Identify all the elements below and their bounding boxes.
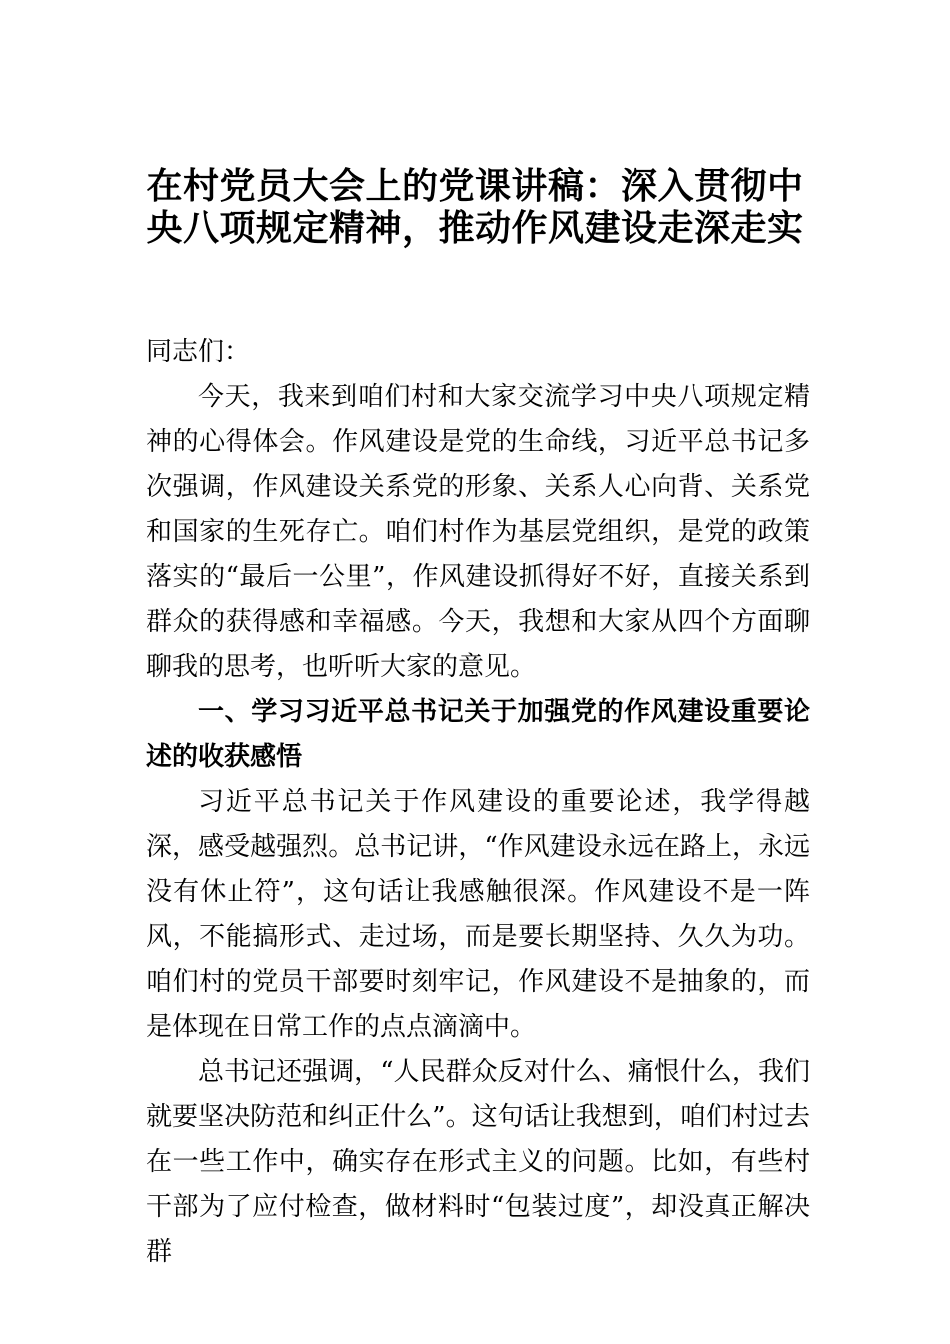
greeting: 同志们： (146, 337, 251, 367)
document-body (146, 330, 810, 1275)
section-heading-1: 一、学习习近平总书记关于加强党的作风建设重要论述的收获感悟 (146, 697, 810, 772)
paragraph-intro: 今天，我来到咱们村和大家交流学习中央八项规定精神的心得体会。作风建设是党的生命线，习近平总书记多次强调，作风建设关系党的形象、关系人心向背、关系党和国家的生死存亡。咱们村作为基层党组织，是党的政策落实的“最后一公里”，作风建设抓得好不好，直接关系到群众的获得感和幸福感。今天，我想和大家从四个方面聊聊我的思考，也听听大家的意见。 (146, 382, 810, 682)
document-title-line-1: 在村党员大会上的党课讲稿：深入贯彻中 (146, 165, 804, 207)
document-title-line-2: 央八项规定精神，推动作风建设走深走实 (146, 207, 804, 249)
paragraph-section1-2: 总书记还强调，“人民群众反对什么、痛恨什么，我们就要坚决防范和纠正什么”。这句话让我想到，咱们村过去在一些工作中，确实存在形式主义的问题。比如，有些村干部为了应付检查，做材料时“包装过度”，却没真正解决群 (146, 1057, 810, 1267)
paragraph-section1-1: 习近平总书记关于作风建设的重要论述，我学得越深，感受越强烈。总书记讲，“作风建设永远在路上，永远没有休止符”，这句话让我感触很深。作风建设不是一阵风，不能搞形式、走过场，而是要长期坚持、久久为功。咱们村的党员干部要时刻牢记，作风建设不是抽象的，而是体现在日常工作的点点滴滴中。 (146, 787, 810, 1042)
